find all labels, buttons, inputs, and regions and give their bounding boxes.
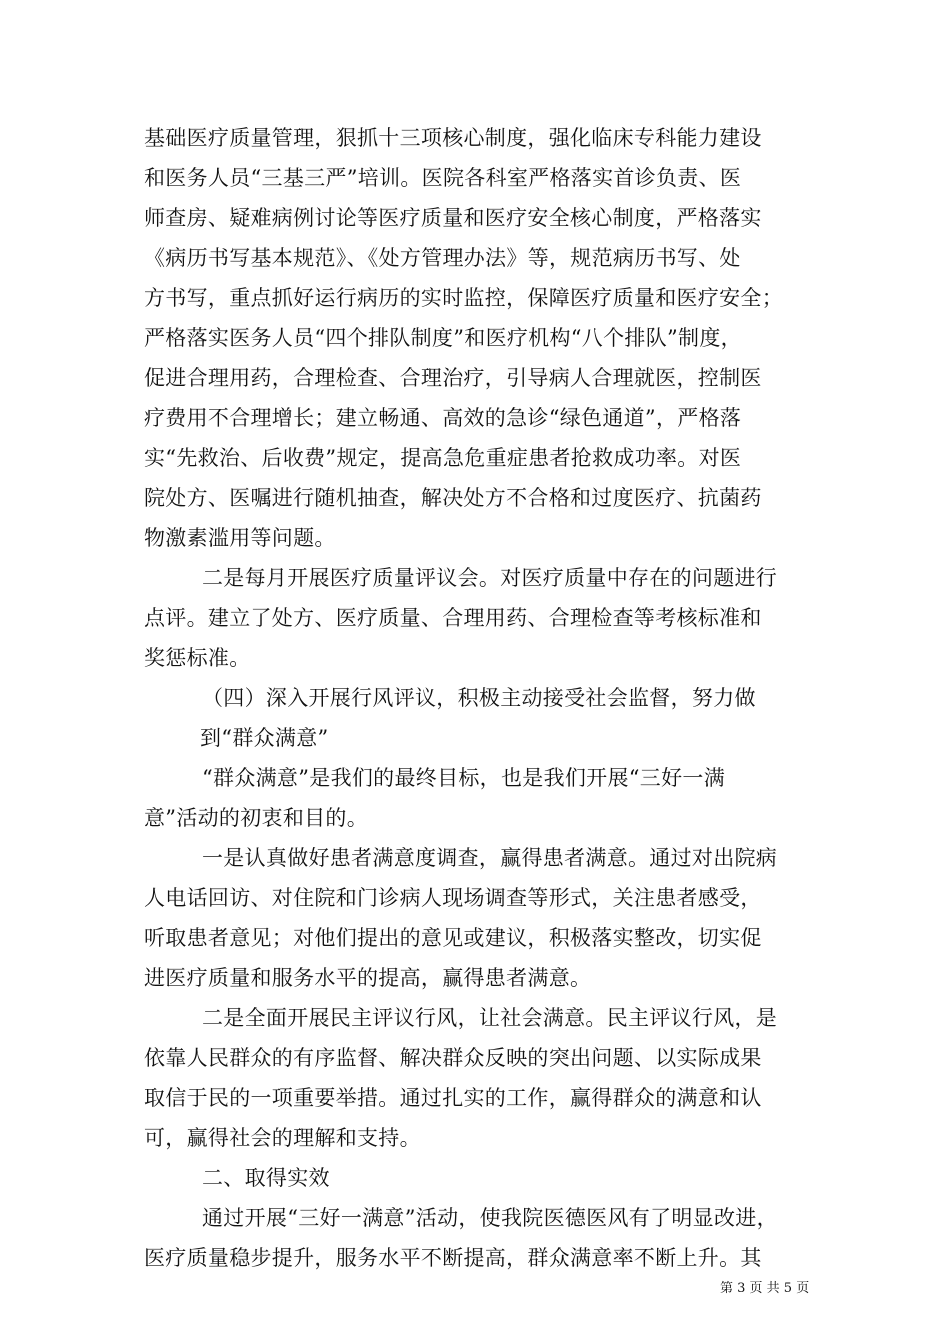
- paragraph-start-line: 二是全面开展民主评议行风，让社会满意。民主评议行风，是: [202, 1006, 778, 1030]
- text-line: 《病历书写基本规范》、《处方管理办法》等，规范病历书写、处: [144, 246, 741, 270]
- text-line: 可，赢得社会的理解和支持。: [144, 1126, 421, 1150]
- text-line: 取信于民的一项重要举措。通过扎实的工作，赢得群众的满意和认: [144, 1086, 762, 1110]
- page-number: 第 3 页 共 5 页: [720, 1281, 810, 1296]
- text-line: 听取患者意见；对他们提出的意见或建议，积极落实整改，切实促: [144, 926, 762, 950]
- document-body: [144, 118, 824, 1278]
- text-line: 和医务人员“三基三严”培训。医院各科室严格落实首诊负责、医: [144, 166, 742, 190]
- text-line: 实“先救治、后收费”规定，提高急危重症患者抢救成功率。对医: [144, 446, 742, 470]
- paragraph-start-line: 一是认真做好患者满意度调查，赢得患者满意。通过对出院病: [202, 846, 778, 870]
- text-line: 促进合理用药，合理检查、合理治疗，引导病人合理就医，控制医: [144, 366, 762, 390]
- text-line: 严格落实医务人员“四个排队制度”和医疗机构“八个排队”制度，: [144, 326, 742, 350]
- text-line: 人电话回访、对住院和门诊病人现场调查等形式，关注患者感受，: [144, 886, 762, 910]
- text-line: 意”活动的初衷和目的。: [144, 806, 369, 830]
- paragraph-start-line: 通过开展“三好一满意”活动，使我院医德医风有了明显改进，: [202, 1206, 778, 1230]
- paragraph-start-line: “群众满意”是我们的最终目标，也是我们开展“三好一满: [202, 766, 726, 790]
- text-line: 点评。建立了处方、医疗质量、合理用药、合理检查等考核标准和: [144, 606, 762, 630]
- text-line: 物激素滥用等问题。: [144, 526, 336, 550]
- text-line: 奖惩标准。: [144, 646, 251, 670]
- text-line: 师查房、疑难病例讨论等医疗质量和医疗安全核心制度，严格落实: [144, 206, 762, 230]
- section-heading-line: （四）深入开展行风评议，积极主动接受社会监督，努力做: [202, 686, 756, 710]
- text-line: 依靠人民群众的有序监督、解决群众反映的突出问题、以实际成果: [144, 1046, 762, 1070]
- paragraph-start-line: 二是每月开展医疗质量评议会。对医疗质量中存在的问题进行: [202, 566, 778, 590]
- text-line: 医疗质量稳步提升，服务水平不断提高，群众满意率不断上升。其: [144, 1246, 762, 1270]
- section-heading-line: 到“群众满意”: [200, 726, 329, 750]
- text-line: 进医疗质量和服务水平的提高，赢得患者满意。: [144, 966, 592, 990]
- text-line: 方书写，重点抓好运行病历的实时监控，保障医疗质量和医疗安全；: [144, 286, 783, 310]
- text-line: 基础医疗质量管理，狠抓十三项核心制度，强化临床专科能力建设: [144, 126, 762, 150]
- text-line: 疗费用不合理增长；建立畅通、高效的急诊“绿色通道”，严格落: [144, 406, 742, 430]
- section-heading-line: 二、取得实效: [202, 1166, 330, 1190]
- text-line: 院处方、医嘱进行随机抽查，解决处方不合格和过度医疗、抗菌药: [144, 486, 762, 510]
